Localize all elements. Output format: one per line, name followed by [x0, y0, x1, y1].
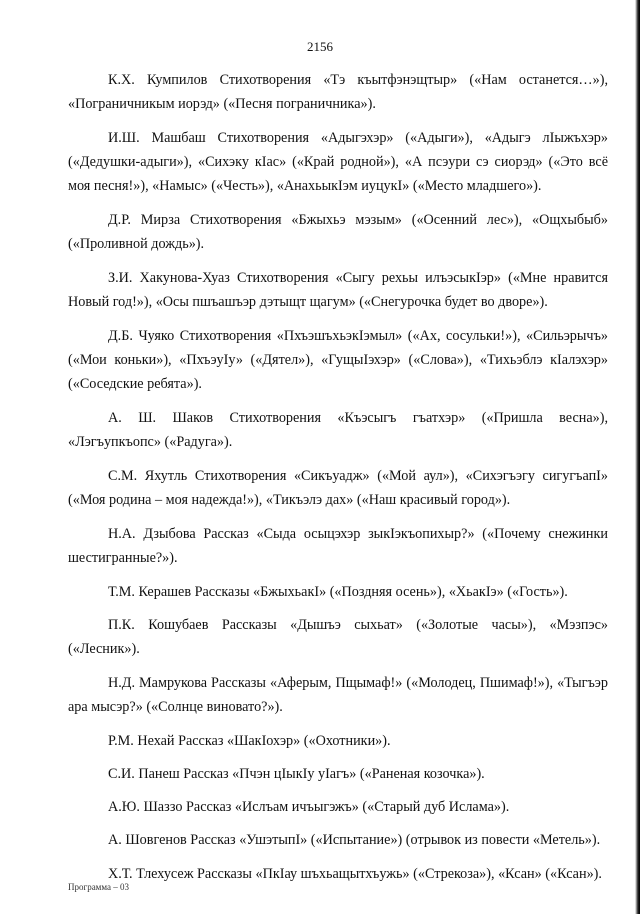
entry-yakhutl: С.М. Яхутль Стихотворения «Сикъуадж» («Мой аул»), «Сихэгъэгу сигугъапІ» («Моя родина – моя надежда!»), «Тикъэлэ дах» («Наш красивый город»). [68, 468, 608, 508]
entry-koshubaev: П.К. Кошубаев Рассказы «Дышъэ сыхьат» («Золотые часы»), «Мэзпэс» («Лесник»). [68, 617, 608, 657]
entries-list [68, 68, 608, 896]
entry-shazzo: А.Ю. Шаззо Рассказ «Ислъам ичъыгэжъ» («Старый дуб Ислама»). [108, 799, 510, 815]
entry-panesh: С.И. Панеш Рассказ «Пчэн цІыкІу уІагъ» («Раненая козочка»). [108, 766, 485, 782]
entry-mashbash: И.Ш. Машбаш Стихотворения «Адыгэхэр» («Адыги»), «Адыгэ лІыжъхэр» («Дедушки-адыги»), «Сихэку кІас» («Край родной»), «А псэури сэ сиорэд» («Это всё моя песня!»), «Намыс» («Честь»), «АнахьыкІэм иуцукІ» («Место младшего»). [68, 130, 608, 194]
page-edge-shadow [635, 0, 640, 914]
entry-mamrukova: Н.Д. Мамрукова Рассказы «Аферым, Пщымаф!» («Молодец, Пшимаф!»), «Тыгъэр ара мысэр?» («Солнце виновато?»). [68, 675, 608, 715]
entry-dzybova: Н.А. Дзыбова Рассказ «Сыда осыцэхэр зыкІэкъопихыр?» («Почему снежинки шестигранные?»). [68, 526, 608, 566]
entry-tlekhusezh: Х.Т. Тлехусеж Рассказы «ПкІау шъхьащытхъужь» («Стрекоза»), «Ксан» («Ксан»). [108, 866, 602, 882]
entry-chuyako: Д.Б. Чуяко Стихотворения «ПхъэшъхьэкІэмыл» («Ах, сосульки!»), «Сильэрычъ» («Мои коньки»), «ПхъэуІу» («Дятел»), «ГущыІэхэр» («Слова»), «Тихьэблэ кІалэхэр» («Соседские ребята»). [68, 328, 608, 392]
entry-shovgenov: А. Шовгенов Рассказ «УшэтыпІ» («Испытание») (отрывок из повести «Метель»). [108, 832, 601, 848]
entry-shakov: А. Ш. Шаков Стихотворения «Къэсыгъ гъатхэр» («Пришла весна»), «Лэгъупкъопс» («Радуга»). [68, 410, 608, 450]
page-number: 2156 [307, 39, 333, 54]
page-footer: Программа – 03 [68, 882, 130, 892]
entry-kumpilov: К.Х. Кумпилов Стихотворения «Тэ къытфэнэщтыр» («Нам останется…»), «Пограничникым иорэд» («Песня пограничника»). [68, 72, 608, 112]
entry-kerashev: Т.М. Керашев Рассказы «БжыхьакІ» («Поздняя осень»), «ХьакІэ» («Гость»). [108, 584, 568, 600]
entry-nekhai: Р.М. Нехай Рассказ «ШакІохэр» («Охотники»). [108, 733, 391, 749]
entry-mirza: Д.Р. Мирза Стихотворения «Бжыхьэ мэзым» («Осенний лес»), «Ощхыбыб» («Проливной дождь»). [68, 212, 608, 252]
entry-khakunova: З.И. Хакунова-Хуаз Стихотворения «Сыгу рехьы илъэсыкІэр» («Мне нравится Новый год!»), «Осы пшъашъэр дэтыщт щагум» («Снегурочка будет во дворе»). [68, 270, 608, 310]
